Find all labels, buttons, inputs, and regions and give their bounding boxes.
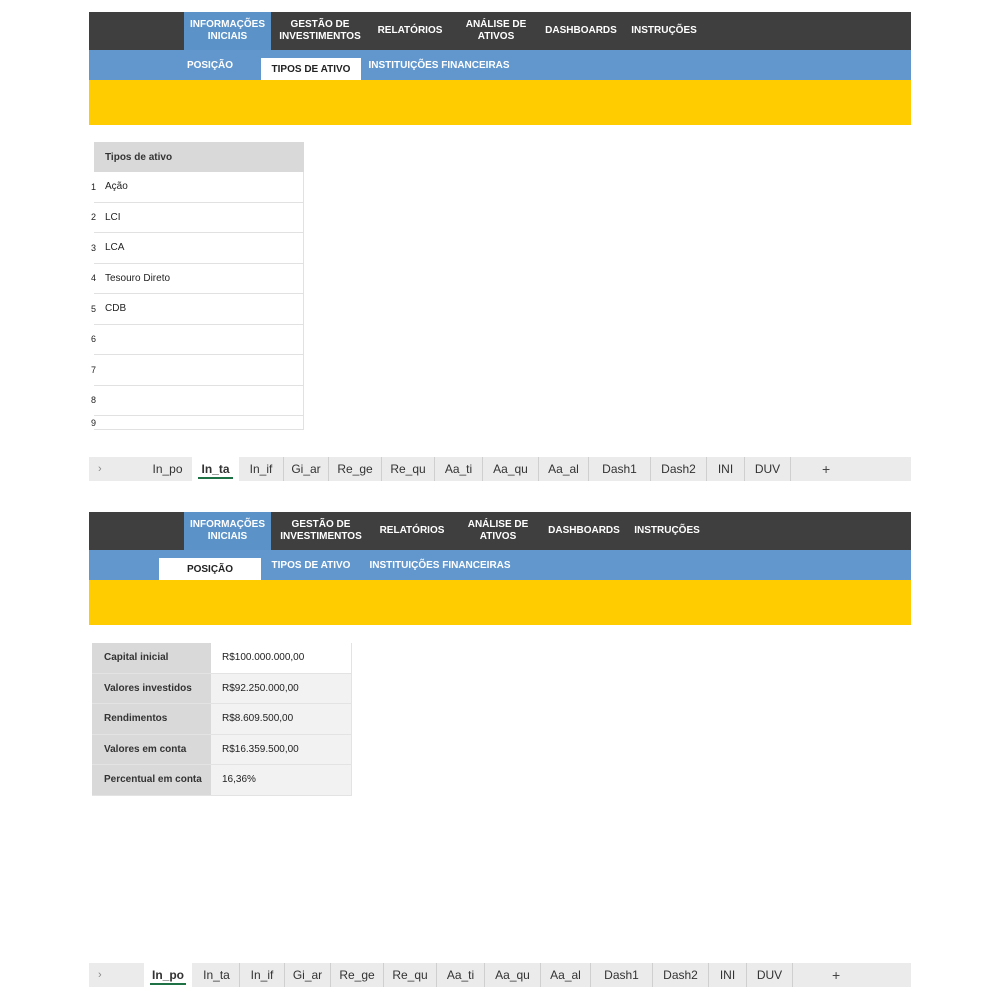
sheet-tab-duv[interactable]: DUV	[747, 963, 793, 987]
yellow-banner	[89, 580, 911, 625]
sub-nav	[89, 50, 911, 80]
row-number: 1	[91, 181, 97, 192]
sheet-tab-aa-qu[interactable]: Aa_qu	[485, 963, 541, 987]
chevron-right-icon[interactable]: ›	[98, 463, 102, 475]
plus-icon[interactable]: +	[832, 967, 841, 983]
sheet-tab-in-po[interactable]: In_po	[152, 462, 183, 476]
row-value: R$92.250.000,00	[211, 674, 352, 704]
sheet-tab-dash1[interactable]: Dash1	[591, 963, 653, 987]
nav-instrucoes[interactable]: INSTRUÇÕES	[634, 525, 700, 536]
sheet-tab-aa-qu[interactable]: Aa_qu	[483, 457, 539, 481]
nav-relatorios[interactable]: RELATÓRIOS	[377, 25, 443, 36]
table-row[interactable]	[91, 233, 304, 264]
table-row[interactable]	[91, 416, 304, 430]
sheet-tab-aa-ti[interactable]: Aa_ti	[435, 457, 483, 481]
chevron-right-icon[interactable]: ›	[98, 969, 102, 981]
table-row	[92, 765, 352, 796]
posicao-summary-table	[92, 643, 352, 796]
sheet-tab-ini[interactable]: INI	[707, 457, 745, 481]
cell-value: LCI	[105, 211, 121, 223]
row-number: 5	[91, 303, 97, 314]
table-row[interactable]	[91, 203, 304, 234]
sheet-tab-re-qu[interactable]: Re_qu	[384, 963, 437, 987]
subtab-posicao[interactable]: POSIÇÃO	[159, 558, 261, 580]
sheet-tab-re-ge[interactable]: Re_ge	[331, 963, 384, 987]
capital-inicial-input[interactable]: R$100.000.000,00	[211, 643, 352, 673]
plus-icon[interactable]: +	[822, 461, 831, 477]
table-row	[92, 704, 352, 735]
subtab-instituicoes-financeiras[interactable]: INSTITUIÇÕES FINANCEIRAS	[368, 59, 510, 71]
row-value: R$8.609.500,00	[211, 704, 352, 734]
row-label: Capital inicial	[92, 643, 211, 673]
nav-gestao-de-investimentos[interactable]: GESTÃO DE INVESTIMENTOS	[280, 519, 362, 542]
subtab-instituicoes-financeiras[interactable]: INSTITUIÇÕES FINANCEIRAS	[369, 559, 511, 571]
sheet-tab-in-if[interactable]: In_if	[239, 457, 284, 481]
sheet-tab-dash1[interactable]: Dash1	[589, 457, 651, 481]
row-number: 2	[91, 212, 97, 223]
sheet-tab-aa-al[interactable]: Aa_al	[539, 457, 589, 481]
nav-informacoes-iniciais[interactable]: INFORMAÇÕES INICIAIS	[184, 512, 271, 550]
table-row	[92, 735, 352, 766]
sheet-tab-bar	[89, 963, 911, 987]
subtab-posicao[interactable]: POSIÇÃO	[186, 59, 234, 71]
nav-dashboards[interactable]: DASHBOARDS	[548, 525, 620, 536]
nav-analise-de-ativos[interactable]: ANÁLISE DE ATIVOS	[465, 19, 527, 42]
row-number: 7	[91, 364, 97, 375]
cell-value: Ação	[105, 181, 128, 193]
sub-nav	[89, 550, 911, 580]
subtab-tipos-de-ativo[interactable]: TIPOS DE ATIVO	[261, 58, 361, 80]
sheet-tab-aa-al[interactable]: Aa_al	[541, 963, 591, 987]
row-number: 4	[91, 273, 97, 284]
table-row[interactable]	[91, 386, 304, 417]
sheet-tab-re-qu[interactable]: Re_qu	[382, 457, 435, 481]
cell-value: Tesouro Direto	[105, 272, 171, 284]
sheet-tab-dash2[interactable]: Dash2	[653, 963, 709, 987]
sheet-tipos-de-ativo	[89, 12, 911, 428]
sheet-tab-dash2[interactable]: Dash2	[651, 457, 707, 481]
row-label: Percentual em conta	[92, 765, 211, 795]
row-number: 9	[91, 417, 97, 428]
sheet-posicao	[89, 512, 911, 786]
row-label: Valores investidos	[92, 674, 211, 704]
nav-instrucoes[interactable]: INSTRUÇÕES	[631, 25, 697, 36]
table-row	[92, 674, 352, 705]
sheet-tab-in-ta[interactable]: In_ta	[194, 963, 240, 987]
cell-value: CDB	[105, 303, 127, 315]
sheet-tab-ini[interactable]: INI	[709, 963, 747, 987]
subtab-tipos-de-ativo[interactable]: TIPOS DE ATIVO	[271, 559, 351, 571]
nav-relatorios[interactable]: RELATÓRIOS	[379, 525, 445, 536]
sheet-tab-in-ta[interactable]: In_ta	[192, 457, 239, 481]
row-number: 8	[91, 395, 97, 406]
row-number: 6	[91, 334, 97, 345]
sheet-tab-bar	[89, 457, 911, 481]
sheet-tab-aa-ti[interactable]: Aa_ti	[437, 963, 485, 987]
nav-gestao-de-investimentos[interactable]: GESTÃO DE INVESTIMENTOS	[279, 19, 361, 42]
sheet-tab-gi-ar[interactable]: Gi_ar	[285, 963, 331, 987]
table-row[interactable]	[91, 325, 304, 356]
table-row[interactable]	[91, 264, 304, 295]
table-row	[92, 643, 352, 674]
table-row[interactable]	[91, 294, 304, 325]
table-row[interactable]	[91, 172, 304, 203]
cell-value: LCA	[105, 242, 125, 254]
nav-dashboards[interactable]: DASHBOARDS	[545, 25, 617, 36]
table-row[interactable]	[91, 355, 304, 386]
row-label: Valores em conta	[92, 735, 211, 765]
nav-informacoes-iniciais[interactable]: INFORMAÇÕES INICIAIS	[184, 12, 271, 50]
table-header: Tipos de ativo	[94, 142, 304, 172]
nav-analise-de-ativos[interactable]: ANÁLISE DE ATIVOS	[467, 519, 529, 542]
row-value: R$16.359.500,00	[211, 735, 352, 765]
sheet-tab-in-po[interactable]: In_po	[144, 963, 192, 987]
row-number: 3	[91, 242, 97, 253]
top-nav	[89, 512, 911, 550]
top-nav	[89, 12, 911, 50]
sheet-tab-re-ge[interactable]: Re_ge	[329, 457, 382, 481]
sheet-tab-duv[interactable]: DUV	[745, 457, 791, 481]
row-value: 16,36%	[211, 765, 352, 795]
tipos-de-ativo-table	[91, 142, 304, 430]
row-label: Rendimentos	[92, 704, 211, 734]
sheet-tab-gi-ar[interactable]: Gi_ar	[284, 457, 329, 481]
yellow-banner	[89, 80, 911, 125]
sheet-tab-in-if[interactable]: In_if	[240, 963, 285, 987]
